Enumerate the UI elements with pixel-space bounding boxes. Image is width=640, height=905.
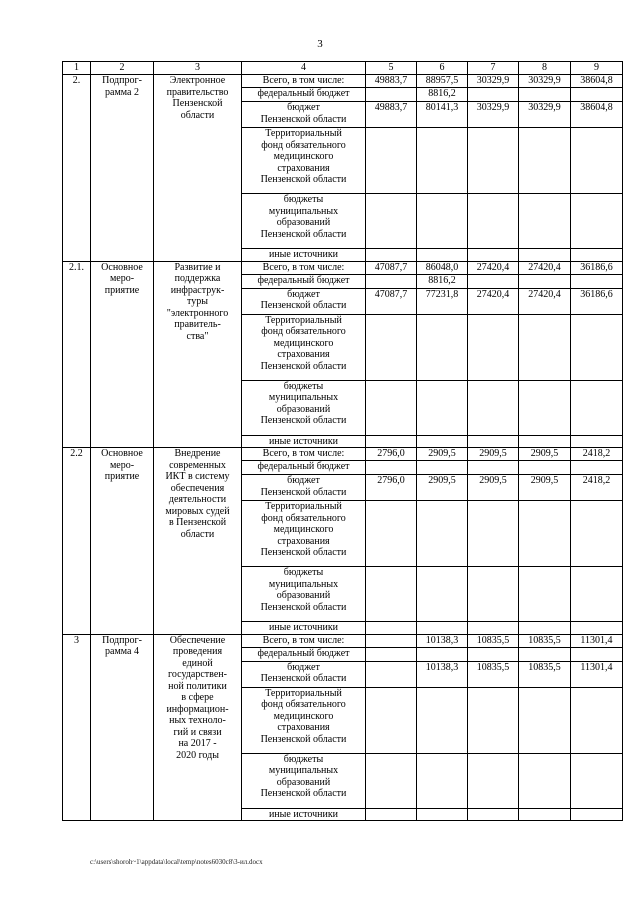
amount-cell [417, 687, 468, 753]
amount-cell [366, 380, 417, 435]
amount-cell: 11301,4 [571, 661, 623, 687]
amount-cell: 11301,4 [571, 634, 623, 647]
budget-table [62, 61, 623, 821]
amount-cell [571, 435, 623, 448]
amount-cell: 10835,5 [519, 634, 571, 647]
amount-cell: 2796,0 [366, 448, 417, 461]
item-type-cell: Подпрог- рамма 2 [91, 75, 154, 262]
amount-cell [366, 622, 417, 635]
amount-cell: 30329,9 [468, 102, 519, 128]
row-number-cell: 2.2 [63, 448, 91, 635]
amount-cell [519, 435, 571, 448]
amount-cell: 10835,5 [468, 634, 519, 647]
amount-cell [366, 274, 417, 288]
amount-cell [519, 461, 571, 475]
amount-cell: 30329,9 [468, 75, 519, 88]
amount-cell: 10138,3 [417, 661, 468, 687]
amount-cell: 2418,2 [571, 475, 623, 501]
amount-cell [571, 808, 623, 821]
amount-cell: 49883,7 [366, 102, 417, 128]
amount-cell [417, 380, 468, 435]
amount-cell: 30329,9 [519, 102, 571, 128]
funding-source-cell: федеральный бюджет [242, 647, 366, 661]
funding-source-cell: иные источники [242, 249, 366, 262]
funding-source-cell: бюджеты муниципальных образований Пензенской области [242, 567, 366, 622]
amount-cell [519, 314, 571, 380]
amount-cell [571, 501, 623, 567]
amount-cell [519, 128, 571, 194]
amount-cell [571, 461, 623, 475]
amount-cell [366, 314, 417, 380]
amount-cell [571, 274, 623, 288]
amount-cell: 77231,8 [417, 288, 468, 314]
amount-cell: 2909,5 [417, 448, 468, 461]
item-name-cell: Обеспечение проведения единой государствен- ной политики в сфере информацион- ных техноло- гий и связи на 2017 - 2020 годы [154, 634, 242, 821]
amount-cell: 88957,5 [417, 75, 468, 88]
funding-source-cell: иные источники [242, 808, 366, 821]
amount-cell [366, 435, 417, 448]
amount-cell [519, 380, 571, 435]
amount-cell [366, 753, 417, 808]
item-name-cell: Развитие и поддержка инфраструк- туры "электронного правитель- ства" [154, 261, 242, 448]
amount-cell [519, 194, 571, 249]
amount-cell [417, 461, 468, 475]
amount-cell: 38604,8 [571, 75, 623, 88]
funding-source-cell: бюджет Пензенской области [242, 102, 366, 128]
amount-cell [366, 647, 417, 661]
row-number-cell: 2.1. [63, 261, 91, 448]
amount-cell [366, 808, 417, 821]
amount-cell: 2796,0 [366, 475, 417, 501]
amount-cell [468, 194, 519, 249]
amount-cell [468, 622, 519, 635]
amount-cell: 49883,7 [366, 75, 417, 88]
amount-cell [366, 194, 417, 249]
amount-cell: 47087,7 [366, 288, 417, 314]
amount-cell [468, 88, 519, 102]
amount-cell: 36186,6 [571, 288, 623, 314]
amount-cell [468, 128, 519, 194]
amount-cell [417, 567, 468, 622]
amount-cell [468, 753, 519, 808]
funding-source-cell: бюджеты муниципальных образований Пензенской области [242, 380, 366, 435]
amount-cell [519, 567, 571, 622]
amount-cell: 38604,8 [571, 102, 623, 128]
funding-source-cell: Всего, в том числе: [242, 75, 366, 88]
amount-cell: 27420,4 [519, 261, 571, 274]
amount-cell [571, 88, 623, 102]
item-type-cell: Основное меро- приятие [91, 448, 154, 635]
funding-source-cell: федеральный бюджет [242, 461, 366, 475]
amount-cell: 86048,0 [417, 261, 468, 274]
header-cell: 7 [468, 62, 519, 75]
item-type-cell: Основное меро- приятие [91, 261, 154, 448]
header-cell: 2 [91, 62, 154, 75]
amount-cell: 80141,3 [417, 102, 468, 128]
amount-cell [571, 753, 623, 808]
amount-cell [519, 647, 571, 661]
funding-source-cell: Всего, в том числе: [242, 634, 366, 647]
table-row [63, 634, 623, 647]
amount-cell [468, 567, 519, 622]
amount-cell [571, 314, 623, 380]
amount-cell: 2909,5 [468, 448, 519, 461]
amount-cell [417, 647, 468, 661]
amount-cell [571, 567, 623, 622]
amount-cell [571, 622, 623, 635]
funding-source-cell: Территориальный фонд обязательного медицинского страхования Пензенской области [242, 128, 366, 194]
amount-cell [468, 647, 519, 661]
header-cell: 9 [571, 62, 623, 75]
funding-source-cell: бюджеты муниципальных образований Пензенской области [242, 753, 366, 808]
amount-cell [417, 128, 468, 194]
amount-cell [468, 380, 519, 435]
header-row [63, 62, 623, 75]
amount-cell [366, 88, 417, 102]
header-cell: 3 [154, 62, 242, 75]
amount-cell [571, 687, 623, 753]
amount-cell [417, 753, 468, 808]
amount-cell [366, 687, 417, 753]
amount-cell [571, 194, 623, 249]
amount-cell: 47087,7 [366, 261, 417, 274]
amount-cell [417, 501, 468, 567]
amount-cell: 2418,2 [571, 448, 623, 461]
amount-cell [366, 461, 417, 475]
amount-cell [366, 249, 417, 262]
amount-cell [468, 249, 519, 262]
amount-cell [468, 808, 519, 821]
amount-cell [366, 634, 417, 647]
table-body [63, 62, 623, 821]
amount-cell [417, 435, 468, 448]
amount-cell [519, 88, 571, 102]
amount-cell: 36186,6 [571, 261, 623, 274]
funding-source-cell: федеральный бюджет [242, 274, 366, 288]
funding-source-cell: бюджеты муниципальных образований Пензенской области [242, 194, 366, 249]
amount-cell: 2909,5 [519, 448, 571, 461]
funding-source-cell: федеральный бюджет [242, 88, 366, 102]
amount-cell [366, 567, 417, 622]
amount-cell [468, 435, 519, 448]
amount-cell [571, 380, 623, 435]
amount-cell [417, 622, 468, 635]
amount-cell: 27420,4 [468, 261, 519, 274]
file-path-footer: c:\users\shoroh~1\appdata\local\temp\notes6030c8\3-ил.docx [90, 858, 263, 866]
funding-source-cell: Территориальный фонд обязательного медицинского страхования Пензенской области [242, 501, 366, 567]
amount-cell [468, 461, 519, 475]
funding-source-cell: иные источники [242, 622, 366, 635]
header-cell: 1 [63, 62, 91, 75]
page-number: 3 [317, 38, 323, 50]
item-name-cell: Электронное правительство Пензенской области [154, 75, 242, 262]
header-cell: 4 [242, 62, 366, 75]
amount-cell [571, 249, 623, 262]
row-number-cell: 3 [63, 634, 91, 821]
amount-cell [417, 249, 468, 262]
amount-cell: 10138,3 [417, 634, 468, 647]
item-type-cell: Подпрог- рамма 4 [91, 634, 154, 821]
amount-cell [417, 314, 468, 380]
funding-source-cell: иные источники [242, 435, 366, 448]
amount-cell: 27420,4 [468, 288, 519, 314]
amount-cell [468, 314, 519, 380]
row-number-cell: 2. [63, 75, 91, 262]
amount-cell: 2909,5 [417, 475, 468, 501]
funding-source-cell: Всего, в том числе: [242, 448, 366, 461]
table-row [63, 448, 623, 461]
amount-cell [366, 501, 417, 567]
amount-cell [519, 808, 571, 821]
table-row [63, 75, 623, 88]
table-row [63, 261, 623, 274]
amount-cell [468, 687, 519, 753]
amount-cell: 27420,4 [519, 288, 571, 314]
amount-cell [571, 128, 623, 194]
amount-cell [468, 274, 519, 288]
amount-cell: 10835,5 [468, 661, 519, 687]
amount-cell [519, 501, 571, 567]
amount-cell [366, 661, 417, 687]
amount-cell: 8816,2 [417, 274, 468, 288]
amount-cell [519, 274, 571, 288]
header-cell: 5 [366, 62, 417, 75]
amount-cell [571, 647, 623, 661]
item-name-cell: Внедрение современных ИКТ в систему обеспечения деятельности мировых судей в Пензенской области [154, 448, 242, 635]
amount-cell: 10835,5 [519, 661, 571, 687]
funding-source-cell: бюджет Пензенской области [242, 661, 366, 687]
amount-cell [519, 687, 571, 753]
amount-cell: 2909,5 [468, 475, 519, 501]
funding-source-cell: Территориальный фонд обязательного медицинского страхования Пензенской области [242, 687, 366, 753]
funding-source-cell: бюджет Пензенской области [242, 475, 366, 501]
amount-cell: 2909,5 [519, 475, 571, 501]
amount-cell [519, 622, 571, 635]
funding-source-cell: Территориальный фонд обязательного медицинского страхования Пензенской области [242, 314, 366, 380]
amount-cell [519, 249, 571, 262]
amount-cell [417, 194, 468, 249]
funding-source-cell: Всего, в том числе: [242, 261, 366, 274]
amount-cell [519, 753, 571, 808]
amount-cell [417, 808, 468, 821]
amount-cell [468, 501, 519, 567]
funding-source-cell: бюджет Пензенской области [242, 288, 366, 314]
amount-cell: 8816,2 [417, 88, 468, 102]
header-cell: 8 [519, 62, 571, 75]
amount-cell: 30329,9 [519, 75, 571, 88]
header-cell: 6 [417, 62, 468, 75]
amount-cell [366, 128, 417, 194]
